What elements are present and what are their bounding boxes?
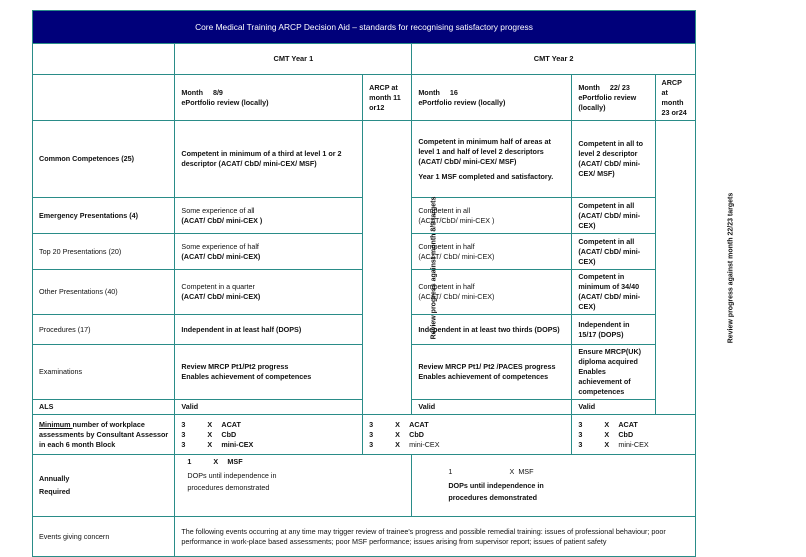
y2a-cell: Independent in at least two thirds (DOPS) — [412, 315, 572, 345]
text: Some experience of all — [181, 205, 255, 215]
text: X — [395, 419, 400, 429]
arcp-table — [32, 10, 734, 557]
text: ePortfolio review (locally) — [181, 97, 269, 107]
assessment-line — [578, 430, 689, 440]
text: 3 — [578, 419, 583, 429]
text: Competent in minimum of a third at level 1 or 2 descriptor (ACAT/ CbD/ mini-CEX/ MSF) — [181, 149, 342, 168]
text: mini-CEX — [618, 439, 649, 449]
wba-y2b — [572, 415, 696, 455]
text: X — [604, 439, 610, 449]
row-label: Other Presentations (40) — [33, 270, 175, 315]
text: Competent in minimum half of areas at level 1 and half of level 2 descriptors (ACAT/ CbD/ mini-CEX/ MSF) — [418, 136, 551, 166]
text: Competent in half — [418, 241, 475, 251]
y2b-cell — [572, 234, 655, 270]
text: X — [207, 429, 213, 439]
text: X — [207, 439, 213, 449]
row-label: ALS — [33, 400, 175, 415]
y2-review2-header — [572, 75, 655, 121]
annual-label — [33, 455, 175, 517]
y1-cell — [175, 121, 363, 198]
text: X — [509, 467, 515, 476]
text: (ACAT/ CbD/ mini-CEX) — [578, 246, 641, 266]
text: 3 — [181, 419, 186, 429]
text: 3 — [578, 429, 583, 439]
text: Year 1 MSF completed and satisfactory. — [418, 171, 554, 181]
y1-review-header — [175, 75, 363, 121]
text: Month 16 — [418, 87, 458, 97]
text: Competent in half — [418, 282, 475, 291]
annual-y2 — [412, 455, 696, 517]
assessment-line — [187, 457, 405, 467]
text: Competent in all — [578, 200, 635, 210]
text: Minimum — [39, 419, 73, 429]
text: CbD — [409, 429, 424, 439]
text: Enables achievement of competences — [181, 372, 312, 381]
text: Month 22/ 23 — [578, 82, 630, 92]
text: (ACAT/ CbD/ mini-CEX) — [578, 210, 641, 230]
row-label: Emergency Presentations (4) — [33, 198, 175, 234]
y2b-cell — [572, 270, 655, 315]
text: MSF — [227, 457, 243, 466]
y1-cell — [175, 345, 363, 400]
text: (ACAT/ CbD/ mini-CEX) — [578, 292, 641, 311]
text: ePortfolio review (locally) — [418, 97, 506, 107]
text: CbD — [221, 429, 237, 439]
text: mini-CEX — [221, 439, 254, 449]
wba-y1 — [175, 415, 363, 455]
y2-review-header — [412, 75, 572, 121]
y1-cell: Independent in at least half (DOPS) — [175, 315, 363, 345]
y2a-cell — [412, 345, 572, 400]
text: X — [207, 419, 213, 429]
concern-label: Events giving concern — [33, 517, 175, 557]
assessment-line — [578, 420, 689, 430]
text: Review progress against month 8/9 targets — [430, 196, 438, 340]
y2a-cell — [412, 121, 572, 198]
concern-text: The following events occurring at any time may trigger review of trainee's progress and possible remedial training: issues of professional behaviour; poor performance in work-place based assessments; poor MSF performance; issues arising from supervisor report; issues of patient safety — [175, 517, 696, 557]
assessment-line — [369, 440, 565, 450]
y2-arcp-header: ARCP at month 23 or24 — [655, 75, 695, 121]
text: (ACAT/ CbD/ mini-CEX) — [181, 251, 261, 261]
text: MSF — [518, 467, 534, 476]
text: 3 — [181, 429, 186, 439]
assessment-line — [369, 420, 565, 430]
text: 1 — [448, 467, 453, 476]
y2b-cell — [572, 198, 655, 234]
subheader-blank — [33, 75, 175, 121]
text: Competent in all — [418, 205, 471, 215]
text: X — [604, 429, 610, 439]
row-label: Common Competences (25) — [33, 121, 175, 198]
assessment-line — [369, 430, 565, 440]
annual-y1 — [175, 455, 412, 517]
row-label: Top 20 Presentations (20) — [33, 234, 175, 270]
text: ePortfolio review (locally) — [578, 92, 637, 112]
text: Competent in a quarter — [181, 282, 255, 291]
text: Ensure MRCP(UK) diploma acquired — [578, 347, 642, 366]
assessment-line — [181, 440, 356, 450]
y1-cell — [175, 198, 363, 234]
text: Competent in all to level 2 descriptor — [578, 139, 644, 158]
text: (ACAT/CbD/ mini-CEX ) — [418, 215, 495, 225]
text: (ACAT/ CbD/ mini-CEX) — [418, 292, 495, 301]
text: 3 — [181, 439, 186, 449]
y2b-cell — [572, 345, 655, 400]
text: Annually — [39, 474, 70, 483]
text: ACAT — [221, 419, 241, 429]
y1-cell — [175, 234, 363, 270]
text: Competent in minimum of 34/40 — [578, 272, 640, 291]
assessment-line — [448, 467, 689, 477]
text: DOPs until independence in procedures demonstrated — [448, 481, 544, 502]
text: (ACAT/ CbD/ mini-CEX) — [181, 292, 261, 301]
text: CbD — [618, 429, 634, 439]
text: Some experience of half — [181, 241, 259, 251]
text: number of workplace assessments by Consultant Assessor in each 6 month Block — [39, 419, 169, 449]
text: (ACAT/ CbD/ mini-CEX/ MSF) — [578, 159, 641, 178]
text: 3 — [578, 439, 583, 449]
assessment-line — [181, 430, 356, 440]
document-title: Core Medical Training ARCP Decision Aid – standards for recognising satisfactory progress — [33, 11, 696, 44]
y2b-cell: Independent in 15/17 (DOPS) — [572, 315, 655, 345]
text: Review MRCP Pt1/Pt2 progress — [181, 362, 289, 371]
row-label: Procedures (17) — [33, 315, 175, 345]
y2a-cell: Valid — [412, 400, 572, 415]
text: (ACAT/ CbD/ mini-CEX) — [418, 251, 495, 261]
text: mini-CEX — [409, 439, 440, 449]
text: (ACAT/ CbD/ mini-CEX ) — [181, 215, 263, 225]
row-label: Examinations — [33, 345, 175, 400]
text: X — [395, 429, 400, 439]
text: 1 — [187, 457, 192, 466]
wba-label — [33, 415, 175, 455]
year-1-header: CMT Year 1 — [175, 44, 412, 75]
text: Review progress against month 22/23 targets — [726, 192, 734, 344]
text: Competent in all — [578, 236, 635, 246]
text: ACAT — [618, 419, 638, 429]
text: X — [604, 419, 610, 429]
y1-arcp-header: ARCP at month 11 or12 — [363, 75, 412, 121]
arcp-decision-aid — [32, 10, 734, 557]
text: 3 — [369, 439, 374, 449]
text: Enables achievement of competences — [418, 372, 549, 381]
assessment-line — [578, 440, 689, 450]
wba-y2a — [363, 415, 572, 455]
text: ACAT — [409, 419, 429, 429]
text: Required — [39, 487, 71, 496]
corner-cell — [33, 44, 175, 75]
text: DOPs until independence in procedures demonstrated — [187, 471, 277, 492]
text: X — [213, 457, 219, 466]
y2b-cell — [572, 121, 655, 198]
y2-review-vertical-label — [655, 121, 734, 415]
text: 3 — [369, 429, 374, 439]
year-2-header: CMT Year 2 — [412, 44, 696, 75]
text: 3 — [369, 419, 374, 429]
text: Month 8/9 — [181, 87, 223, 97]
text: X — [395, 439, 400, 449]
y1-cell — [175, 270, 363, 315]
text: Enables achievement of competences — [578, 367, 631, 396]
assessment-line — [181, 420, 356, 430]
y2b-cell: Valid — [572, 400, 655, 415]
text: Review MRCP Pt1/ Pt2 /PACES progress — [418, 362, 556, 371]
y1-cell: Valid — [175, 400, 363, 415]
